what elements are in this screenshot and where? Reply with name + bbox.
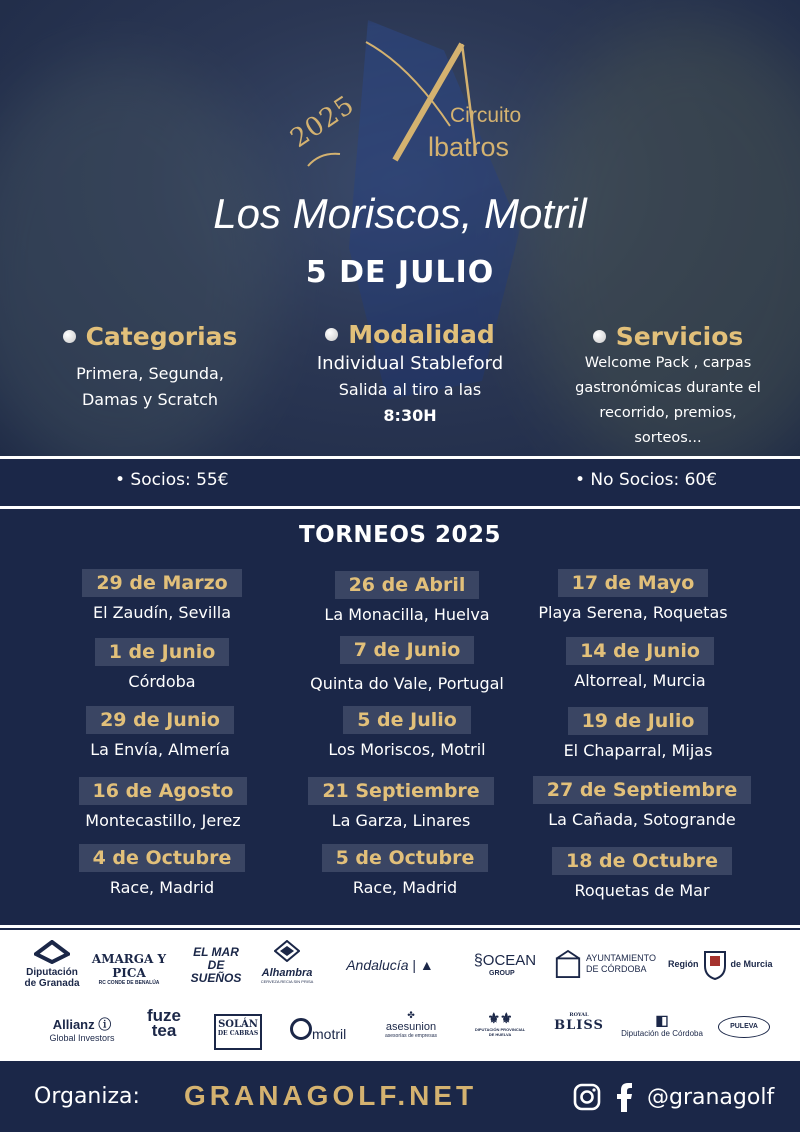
logo-albatros: lbatros	[428, 132, 510, 162]
footer	[0, 1064, 800, 1132]
torneos-title: TORNEOS 2025	[298, 522, 502, 548]
social-handle[interactable]: @granagolf	[647, 1084, 775, 1110]
sponsor-el-mar: EL MAR DE SUEÑOS	[190, 945, 242, 985]
sponsor-ocean: §OCEAN GROUP	[473, 952, 537, 977]
event-date: 5 DE JULIO	[305, 255, 495, 290]
torneo-item	[520, 637, 760, 690]
sponsor-huelva: ⚜⚜ DIPUTACIÓN PROVINCIAL DE HUELVA	[464, 1010, 536, 1037]
torneo-date: 19 de Julio	[568, 707, 709, 735]
torneo-item	[42, 844, 282, 897]
torneo-item	[281, 777, 521, 830]
torneo-date: 29 de Marzo	[82, 569, 241, 597]
torneo-item	[42, 638, 282, 691]
categorias-block	[30, 322, 270, 413]
torneo-item	[43, 777, 283, 830]
torneo-place: La Cañada, Sotogrande	[548, 810, 736, 829]
modalidad-line: Salida al tiro a las	[338, 380, 482, 399]
torneo-item	[287, 571, 527, 624]
huelva-crest-icon: ⚜⚜	[487, 1010, 513, 1026]
torneo-item	[287, 706, 527, 759]
sponsor-asesunion: ✤ asesunion asesorías de empresas	[374, 1010, 448, 1039]
torneo-place: La Garza, Linares	[331, 811, 471, 830]
torneo-date: 27 de Septiembre	[533, 776, 751, 804]
divider	[0, 456, 800, 459]
torneo-place: La Monacilla, Huelva	[324, 605, 490, 624]
bullet-icon	[63, 330, 76, 343]
modalidad-block	[290, 320, 530, 429]
servicios-title: Servicios	[615, 322, 744, 351]
event-venue: Los Moriscos, Motril	[213, 190, 587, 237]
sponsor-allianz: Allianz ⓘ Global Investors	[49, 1017, 115, 1043]
torneo-date: 4 de Octubre	[79, 844, 246, 872]
torneo-date: 17 de Mayo	[558, 569, 709, 597]
torneo-date: 16 de Agosto	[79, 777, 248, 805]
torneo-place: El Chaparral, Mijas	[563, 741, 713, 760]
modalidad-title: Modalidad	[348, 320, 495, 349]
sponsor-amarga-pica: AMARGA Y PICA RC CONDE DE BENALÚA	[91, 952, 167, 986]
instagram-icon[interactable]	[573, 1083, 601, 1111]
torneo-item	[522, 847, 762, 900]
sponsor-cordoba: AYUNTAMIENTO DE CÓRDOBA	[554, 948, 656, 980]
torneo-place: Playa Serena, Roquetas	[538, 603, 728, 622]
servicios-line: sorteos...	[634, 430, 702, 446]
torneo-date: 21 Septiembre	[308, 777, 493, 805]
torneo-place: Altorreal, Murcia	[574, 671, 706, 690]
bullet-icon	[593, 330, 606, 343]
diputacion-granada-icon	[34, 940, 70, 964]
torneo-place: Quinta do Vale, Portugal	[310, 674, 504, 693]
price-socios: • Socios: 55€	[115, 470, 229, 490]
torneo-item	[285, 844, 525, 897]
torneo-place: Montecastillo, Jerez	[85, 811, 241, 830]
categorias-line: Damas y Scratch	[81, 390, 219, 409]
torneo-place: Los Moriscos, Motril	[328, 740, 486, 759]
torneo-date: 14 de Junio	[566, 637, 714, 665]
torneo-item	[42, 569, 282, 622]
logo-circuito: Circuito	[450, 104, 522, 127]
sponsor-solan: SOLÁN DE CABRAS	[214, 1014, 262, 1050]
alhambra-icon	[274, 940, 300, 962]
torneo-date: 7 de Junio	[340, 636, 475, 664]
allianz-icon: ⓘ	[98, 1017, 112, 1032]
sponsor-motril: motril	[290, 1016, 358, 1042]
torneo-place: Race, Madrid	[352, 878, 458, 897]
cordoba-icon	[554, 948, 582, 980]
motril-icon	[290, 1018, 312, 1040]
seahorse-icon: §	[473, 952, 483, 969]
servicios-block	[548, 322, 788, 451]
torneo-date: 1 de Junio	[95, 638, 230, 666]
categorias-title: Categorias	[85, 322, 238, 351]
cordoba-crest-icon: ◧	[655, 1012, 669, 1028]
servicios-line: recorrido, premios,	[599, 405, 737, 421]
torneo-place: Córdoba	[128, 672, 196, 691]
divider	[0, 1058, 800, 1061]
logo-year: 2025	[285, 89, 361, 154]
divider	[0, 506, 800, 509]
sponsor-diputacion-cordoba: ◧ Diputación de Córdoba	[618, 1012, 706, 1038]
modalidad-time: 8:30H	[383, 406, 437, 425]
bullet-icon	[325, 328, 338, 341]
torneo-item	[513, 569, 753, 622]
sponsor-murcia: Región de Murcia	[668, 948, 776, 980]
sponsor-diputacion-granada: Diputación de Granada	[22, 940, 82, 989]
torneo-item	[518, 707, 758, 760]
sponsor-puleva: PULEVA	[718, 1016, 770, 1038]
organiza-label: Organiza:	[34, 1084, 140, 1109]
facebook-icon[interactable]	[615, 1082, 633, 1112]
torneo-date: 18 de Octubre	[552, 847, 732, 875]
granagolf-link[interactable]: GRANAGOLF.NET	[184, 1080, 478, 1111]
torneo-place: La Envía, Almería	[90, 740, 230, 759]
sponsor-royal-bliss: ROYAL BLISS	[554, 1012, 604, 1033]
torneo-place: El Zaudín, Sevilla	[92, 603, 232, 622]
social-links	[573, 1082, 774, 1112]
sponsor-andalucia: Andalucía | ▲	[346, 957, 434, 973]
servicios-line: gastronómicas durante el	[575, 380, 761, 396]
torneo-date: 5 de Octubre	[322, 844, 489, 872]
asesunion-icon: ✤	[407, 1010, 415, 1020]
torneo-date: 5 de Julio	[343, 706, 471, 734]
torneo-place: Race, Madrid	[109, 878, 215, 897]
sponsor-fuze-tea: fuze tea	[147, 1006, 181, 1040]
servicios-line: Welcome Pack , carpas	[584, 355, 752, 371]
torneo-item	[287, 636, 527, 693]
divider	[0, 925, 800, 928]
torneo-place: Roquetas de Mar	[574, 881, 710, 900]
price-no-socios: • No Socios: 60€	[575, 470, 718, 490]
sponsor-alhambra: Alhambra CERVEZA RECIA SIN PRISA	[256, 940, 318, 984]
albatros-logo	[285, 36, 540, 176]
torneo-date: 29 de Junio	[86, 706, 234, 734]
torneo-item	[40, 706, 280, 759]
modalidad-line: Individual Stableford	[316, 353, 504, 374]
torneo-date: 26 de Abril	[335, 571, 480, 599]
sponsors-panel	[0, 930, 800, 1058]
categorias-line: Primera, Segunda,	[76, 364, 224, 383]
murcia-shield-icon	[703, 948, 727, 980]
torneo-item	[522, 776, 762, 829]
